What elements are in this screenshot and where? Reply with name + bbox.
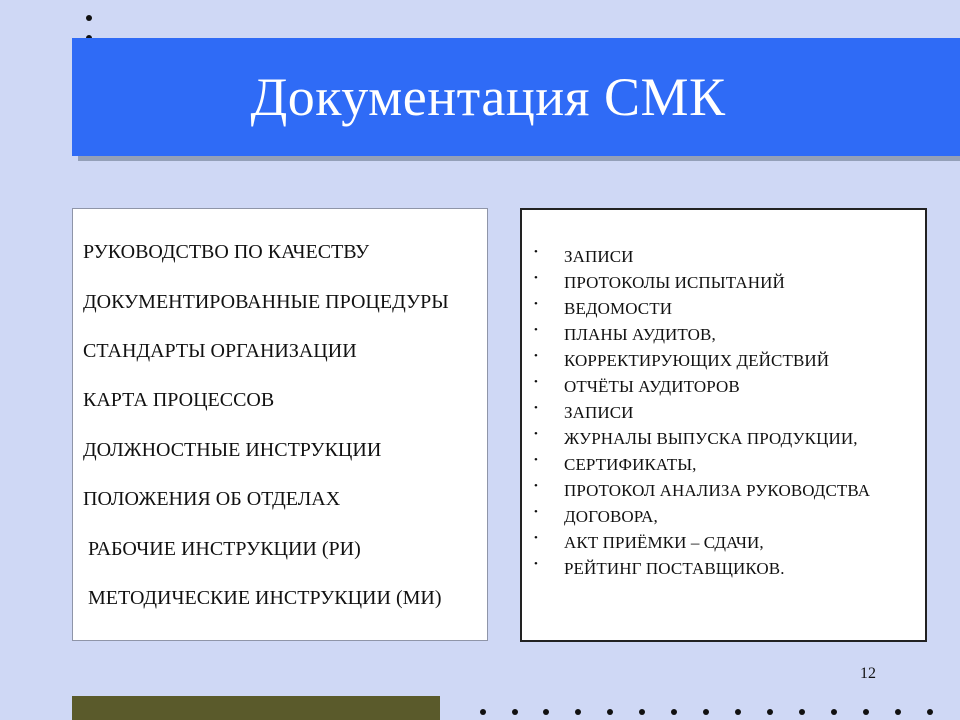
bottom-decorative-dot-9: [735, 709, 741, 715]
slide-title: Документация СМК: [250, 67, 726, 127]
left-list-item-quality-manual: РУКОВОДСТВО ПО КАЧЕСТВУ: [83, 241, 370, 263]
bottom-decorative-dot-15: [927, 709, 933, 715]
bullet-icon: •: [534, 401, 538, 414]
bottom-decorative-dot-1: [480, 709, 486, 715]
right-list-item-label: РЕЙТИНГ ПОСТАВЩИКОВ.: [564, 558, 785, 578]
left-list-item-methodical-instructions: МЕТОДИЧЕСКИЕ ИНСТРУКЦИИ (МИ): [88, 587, 442, 609]
right-list-item-label: ЖУРНАЛЫ ВЫПУСКА ПРОДУКЦИИ,: [564, 428, 858, 448]
left-list-item-department-regulations: ПОЛОЖЕНИЯ ОБ ОТДЕЛАХ: [83, 488, 341, 510]
bottom-decorative-dot-4: [575, 709, 581, 715]
right-list-item-acceptance-act: [532, 530, 764, 554]
right-list-item-label: ПЛАНЫ АУДИТОВ,: [564, 324, 716, 344]
right-list-item-audit-plans: [532, 322, 716, 346]
bullet-icon: •: [534, 531, 538, 544]
right-list-item-label: СЕРТИФИКАТЫ,: [564, 454, 697, 474]
right-list-item-certificates: [532, 452, 697, 476]
bullet-icon: •: [534, 453, 538, 466]
title-banner: [72, 38, 960, 156]
right-list-item-label: АКТ ПРИЁМКИ – СДАЧИ,: [564, 532, 764, 552]
right-list-item-label: ВЕДОМОСТИ: [564, 298, 673, 318]
bottom-decorative-dot-10: [767, 709, 773, 715]
bullet-icon: •: [534, 427, 538, 440]
right-list-item-label: ДОГОВОРА,: [564, 506, 658, 526]
bottom-decorative-dot-6: [639, 709, 645, 715]
bottom-decorative-dot-2: [512, 709, 518, 715]
bottom-decorative-dot-5: [607, 709, 613, 715]
bullet-icon: •: [534, 245, 538, 258]
right-list-item-statements: [532, 296, 672, 320]
right-list-item-label: ОТЧЁТЫ АУДИТОРОВ: [564, 376, 740, 396]
left-list-item-job-instructions: ДОЛЖНОСТНЫЕ ИНСТРУКЦИИ: [83, 439, 382, 461]
bottom-decorative-dot-3: [543, 709, 549, 715]
bullet-icon: •: [534, 557, 538, 570]
right-list-item-label: ЗАПИСИ: [564, 402, 634, 422]
left-documents-panel: [72, 208, 488, 641]
right-list-item-label: ЗАПИСИ: [564, 246, 634, 266]
right-list-item-contracts: [532, 504, 658, 528]
bullet-icon: •: [534, 375, 538, 388]
left-list-item-process-map: КАРТА ПРОЦЕССОВ: [83, 389, 275, 411]
top-decorative-dot-1: [86, 15, 92, 21]
right-list-item-label: ПРОТОКОЛ АНАЛИЗА РУКОВОДСТВА: [564, 480, 871, 500]
bottom-decorative-dot-11: [799, 709, 805, 715]
right-list-item-auditor-reports: [532, 374, 740, 398]
bullet-icon: •: [534, 323, 538, 336]
bottom-decorative-dot-7: [671, 709, 677, 715]
bullet-icon: •: [534, 479, 538, 492]
bullet-icon: •: [534, 271, 538, 284]
left-list-item-work-instructions: РАБОЧИЕ ИНСТРУКЦИИ (РИ): [88, 538, 361, 560]
bullet-icon: •: [534, 349, 538, 362]
bottom-decorative-dot-8: [703, 709, 709, 715]
right-records-list: [522, 210, 925, 640]
right-list-item-label: КОРРЕКТИРУЮЩИХ ДЕЙСТВИЙ: [564, 350, 830, 370]
right-list-item-records-1: [532, 244, 634, 268]
bullet-icon: •: [534, 505, 538, 518]
right-list-item-label: ПРОТОКОЛЫ ИСПЫТАНИЙ: [564, 272, 785, 292]
left-list-item-documented-procedures: ДОКУМЕНТИРОВАННЫЕ ПРОЦЕДУРЫ: [83, 291, 449, 313]
left-list-item-organization-standards: СТАНДАРТЫ ОРГАНИЗАЦИИ: [83, 340, 357, 362]
bullet-icon: •: [534, 297, 538, 310]
right-list-item-production-logs: [532, 426, 858, 450]
right-list-item-corrective-actions: [532, 348, 829, 372]
left-documents-list: [73, 209, 487, 640]
bottom-decorative-dot-12: [831, 709, 837, 715]
right-records-panel: [520, 208, 927, 642]
right-list-item-supplier-rating: [532, 556, 785, 580]
right-list-item-records-2: [532, 400, 634, 424]
right-list-item-management-review-protocol: [532, 478, 870, 502]
right-list-item-test-protocols: [532, 270, 785, 294]
page-number: 12: [860, 665, 876, 682]
bottom-decorative-dot-14: [895, 709, 901, 715]
bottom-decorative-dot-13: [863, 709, 869, 715]
bottom-accent-bar: [72, 696, 440, 720]
